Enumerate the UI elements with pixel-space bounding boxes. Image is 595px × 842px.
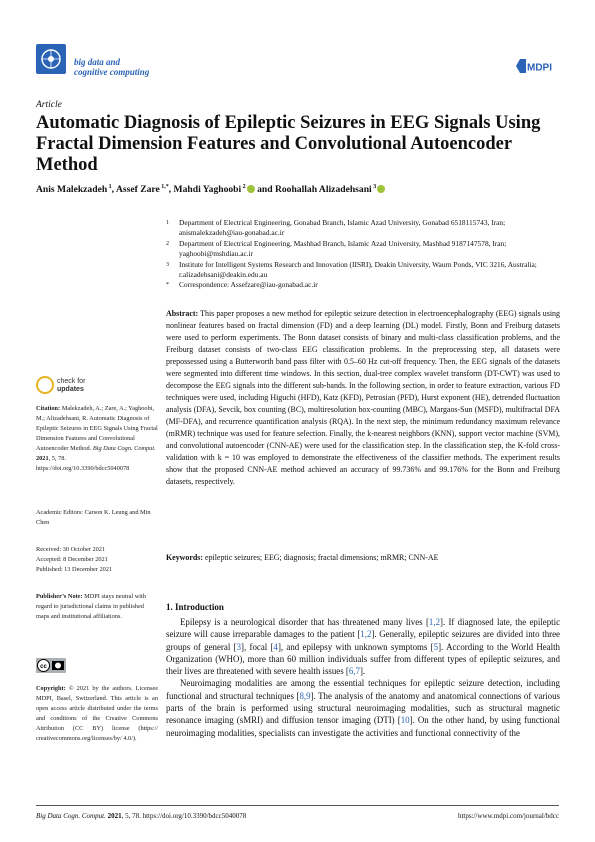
publisher-logo: [516, 58, 558, 74]
keywords: [166, 552, 560, 563]
journal-name-line1: big data and: [74, 57, 121, 67]
author-name: Anis Malekzadeh: [36, 184, 108, 196]
abstract-label: Abstract:: [166, 309, 199, 318]
affiliation-item: [166, 280, 566, 290]
paragraph: [166, 677, 560, 738]
paragraph-text: ]. On the other hand, by using functional neuroimaging modalities, specialists can investigate the activities and functional connectivity of the: [166, 715, 560, 738]
citation: [36, 404, 158, 474]
academic-editors: Academic Editors: Carson K. Leung and Min Chen: [36, 509, 151, 526]
footer-citation: [36, 812, 246, 820]
reference-link[interactable]: 10: [400, 715, 410, 726]
author-name: Assef Zare: [115, 184, 160, 196]
footer-doi[interactable]: , 5, 78. https://doi.org/10.3390/bdcc5040078: [121, 812, 247, 820]
paragraph-text: ]. The analysis of the anatomy and anatomical connections of various parts of the brain is performed using structural neuroimaging modalities, such as structural magnetic resonance imaging (sMRI) and diffusion tensor imaging (DTI) [: [166, 690, 561, 726]
paragraph-text: ]. If diagnosed late, the epileptic seizure will cause irreparable damages to the patient [: [166, 617, 561, 640]
author-affiliation-sup: 1,*: [159, 184, 169, 190]
abstract: [166, 308, 560, 488]
copyright-text: © 2021 by the authors. Licensee MDPI, Basel, Switzerland. This article is an open access article distributed under the terms and conditions of the Creative Commons Attribution (CC BY) license (https:// creativecommons.org/licenses/by/ 4.0/).: [36, 685, 158, 742]
check-updates-icon: [36, 376, 54, 394]
cc-icon-text: cc: [40, 664, 47, 670]
author-separator: ,: [168, 184, 174, 196]
cc-by-license-icon[interactable]: [36, 658, 66, 673]
paragraph-text: ].: [359, 666, 366, 677]
reference-link[interactable]: 1,2: [428, 617, 440, 627]
article-title: Automatic Diagnosis of Epileptic Seizures in EEG Signals Using Fractal Dimension Features and Convolutional Autoencoder Method: [36, 113, 541, 175]
reference-link[interactable]: 5: [433, 641, 439, 652]
author-name: Mahdi Yaghoobi: [173, 184, 242, 196]
publisher-note-label: Publisher’s Note:: [36, 593, 83, 600]
affiliation-text: Department of Electrical Engineering, Mashhad Branch, Islamic Azad University, Mashhad 9187147578, Iran; yaghoobi@mshdiau.ac.ir: [179, 238, 507, 259]
citation-year: 2021: [36, 455, 49, 462]
journal-name: [74, 57, 149, 77]
reference-link[interactable]: 3: [236, 641, 241, 652]
author-list: [36, 184, 576, 195]
affiliation-number: 2: [166, 240, 169, 247]
keywords-text: epileptic seizures; EEG; diagnosis; fractal dimensions; mRMR; CNN-AE: [203, 553, 439, 562]
affiliation-number: 3: [166, 261, 169, 268]
affiliation-item: [166, 218, 566, 239]
check-updates-line1: check for: [57, 378, 86, 385]
footer-journal: Big Data Cogn. Comput.: [36, 812, 106, 820]
paragraph-text: ], focal [: [241, 641, 274, 652]
publisher-note-text: MDPI stays neutral with regard to jurisdictional claims in published maps and institutional affiliations.: [36, 593, 146, 620]
reference-link[interactable]: 6,7: [348, 666, 360, 677]
section-body: [166, 616, 560, 739]
keywords-label: Keywords:: [166, 553, 204, 562]
journal-logo: [36, 44, 66, 74]
accepted-date: Accepted: 8 December 2021: [36, 556, 108, 563]
published-date: Published: 13 December 2021: [36, 566, 113, 573]
affiliation-text: Institute for Intelligent Systems Research and Innovation (IISRI), Deakin University, Waurn Ponds, VIC 3216, Australia; r.alizadehsani@deakin.edu.au: [179, 259, 537, 280]
footer-year: 2021: [105, 812, 122, 820]
author-name: Roohallah Alizadehsani: [274, 184, 372, 196]
copyright: [36, 684, 158, 744]
copyright-label: Copyright:: [36, 685, 66, 692]
paragraph-text: Epilepsy is a neurological disorder that has threatened many lives [: [180, 617, 429, 627]
footer-journal-url[interactable]: https://www.mdpi.com/journal/bdcc: [457, 812, 559, 820]
author-separator: and: [254, 184, 275, 196]
check-updates-line2: updates: [57, 386, 84, 393]
reference-link[interactable]: 4: [273, 641, 278, 652]
paragraph-text: ]. According to the World Health Organization (WHO), more than 60 million individuals suffer from different types of epileptic seizures, and their lives are threatened with severe health issues [: [166, 641, 560, 677]
orcid-icon[interactable]: [377, 185, 385, 193]
reference-link[interactable]: 1,2: [360, 629, 372, 640]
affiliation-item: [166, 239, 566, 260]
author-affiliation-sup: 2: [241, 184, 246, 190]
dates: [36, 545, 158, 575]
check-for-updates-button[interactable]: [36, 376, 116, 398]
reference-link[interactable]: 8,9: [299, 690, 311, 701]
affiliation-number: *: [166, 282, 169, 289]
author-affiliation-sup: 3: [371, 184, 377, 190]
paragraph: [166, 616, 560, 677]
abstract-text: This paper proposes a new method for epileptic seizure detection in electroencephalography (EEG) signals using nonlinear features based on fractal dimension (FD) and a deep learning (DL) model. Firstly, Bonn and Freiburg datasets were used to perform experiments. The Bonn dataset consists of binary and multi-class classification problems, and the Freiburg dataset consists of two-class EEG classification problems. In the preprocessing step, all datasets were prepossessed using a Butterworth band pass filter with 0.5–60 Hz cut-off frequency. Then, the EEG signals of the datasets were segmented into different time windows. In this section, dual-tree complex wavelet transform (DT-CWT) was used to decompose the EEG signals into the different sub-bands. In the following section, in order to feature extraction, various FD techniques were used, including Higuchi (HFD), Katz (KFD), Petrosian (PFD), Hurst exponent (HE), detrended fluctuation analysis (DFA), Sevcik, box counting (BC), multiresolution box-counting (MBC), Margaos-Sun (MSFD), multifractal DFA (MF-DFA), and recurrence quantification analysis (RQA). In the next step, the minimum redundancy maximum relevance (mRMR) technique was used for feature selection. Finally, the k-nearest neighbors (KNN), support vector machine (SVM), and convolutional autoencoder (CNN-AE) were used for the classification step. In the classification step, the K-fold cross-validation with k = 10 was employed to demonstrate the effectiveness of the classifier methods. The experiment results show that the proposed CNN-AE method achieved an accuracy of 99.736% and 99.176% for the Bonn and Freiburg datasets, respectively.: [166, 309, 560, 486]
publisher-logo-text: MDPI: [527, 62, 552, 74]
author-affiliation-sup: 1: [107, 184, 112, 190]
orcid-icon[interactable]: [247, 185, 255, 193]
section-heading: 1. Introduction: [166, 602, 224, 612]
affiliation-text: Department of Electrical Engineering, Gonabad Branch, Islamic Azad University, Gonabad 6518115743, Iran; anismalekzadeh@iau-gonabad.ac.ir: [179, 218, 506, 238]
citation-doi[interactable]: , 5, 78. https://doi.org/10.3390/bdcc5040078: [36, 455, 130, 472]
affiliation-item: [166, 260, 566, 281]
received-date: Received: 30 October 2021: [36, 546, 106, 553]
affiliation-text: Correspondence: Assefzare@iau-gonabad.ac.ir: [179, 280, 318, 290]
footer-divider: [36, 805, 559, 806]
affiliation-number: 1: [166, 220, 169, 226]
citation-label: Citation:: [36, 405, 61, 412]
citation-journal: Big Data Cogn. Comput.: [92, 445, 156, 452]
publisher-note: [36, 592, 158, 622]
paragraph-text: ], and epilepsy with unknown symptoms [: [277, 641, 434, 652]
affiliations: [166, 218, 566, 291]
author-separator: ,: [111, 184, 116, 196]
article-type: Article: [36, 100, 62, 110]
paragraph-text: ]. Generally, epileptic seizures are divided into three groups of general [: [166, 629, 560, 652]
citation-text: Malekzadeh, A.; Zare, A.; Yaghoobi, M.; Alizadehsani, R. Automatic Diagnosis of Epileptic Seizures in EEG Signals Using Fractal Dimension Features and Convolutional Autoencoder Method.: [36, 405, 158, 452]
paragraph-text: Neuroimaging modalities are among the essential techniques for epileptic seizure detection, including functional and structural techniques [: [166, 678, 560, 701]
journal-name-line2: cognitive computing: [74, 67, 150, 77]
